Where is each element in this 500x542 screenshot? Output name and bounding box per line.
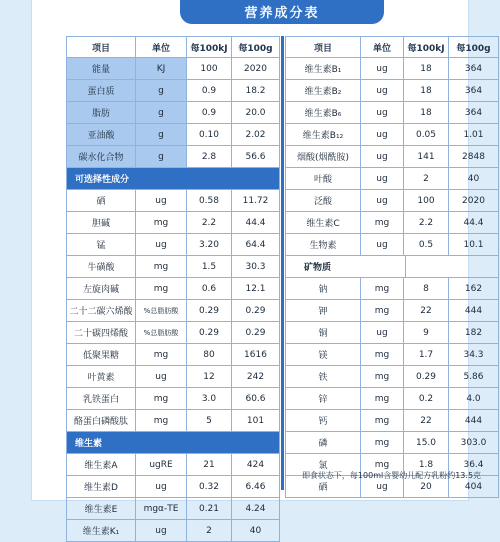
table-row: [286, 124, 499, 146]
table-row: [67, 498, 280, 520]
value-per-100kj: 1.7: [404, 344, 449, 366]
value-per-100kj: 0.32: [187, 476, 232, 498]
nutrient-unit: ug: [136, 234, 187, 256]
nutrient-name: 亚油酸: [67, 124, 136, 146]
value-per-100g: 1616: [232, 344, 280, 366]
nutrient-name: 二十二碳六烯酸: [67, 300, 136, 322]
nutrient-name: 磷: [286, 432, 361, 454]
value-per-100kj: 15.0: [404, 432, 449, 454]
nutrient-unit: mg: [361, 410, 404, 432]
nutrient-unit: %总脂肪酸: [136, 322, 187, 344]
nutrient-unit: KJ: [136, 58, 187, 80]
value-per-100g: 30.3: [232, 256, 280, 278]
table-row: [286, 212, 499, 234]
nutrient-name: 维生素B₂: [286, 80, 361, 102]
nutrient-unit: ug: [361, 146, 404, 168]
table-row: [67, 146, 280, 168]
nutrient-unit: mg: [361, 344, 404, 366]
value-per-100g: 44.4: [232, 212, 280, 234]
header-unit: 单位: [136, 37, 187, 58]
value-per-100g: 2020: [449, 190, 499, 212]
nutrient-name: 钠: [286, 278, 361, 300]
nutrient-name: 硒: [67, 190, 136, 212]
nutrient-unit: mg: [361, 454, 404, 476]
value-per-100kj: 2: [404, 168, 449, 190]
section-label: 矿物质: [286, 256, 406, 278]
nutrient-unit: mg: [361, 300, 404, 322]
table-row: [286, 234, 499, 256]
header-item: 项目: [67, 37, 136, 58]
nutrient-unit: g: [136, 124, 187, 146]
nutrition-card: [32, 0, 491, 537]
value-per-100g: 364: [449, 80, 499, 102]
nutrient-name: 胆碱: [67, 212, 136, 234]
value-per-100g: 444: [449, 410, 499, 432]
section-label: 维生素: [67, 432, 280, 454]
nutrient-unit: ug: [361, 322, 404, 344]
value-per-100kj: 141: [404, 146, 449, 168]
value-per-100g: 6.46: [232, 476, 280, 498]
table-row: [67, 80, 280, 102]
nutrient-name: 维生素C: [286, 212, 361, 234]
value-per-100kj: 0.05: [404, 124, 449, 146]
value-per-100g: 4.0: [449, 388, 499, 410]
nutrient-name: 牛磺酸: [67, 256, 136, 278]
value-per-100kj: 3.20: [187, 234, 232, 256]
table-row: [67, 388, 280, 410]
value-per-100kj: 2.2: [187, 212, 232, 234]
value-per-100g: 182: [449, 322, 499, 344]
value-per-100g: 2020: [232, 58, 280, 80]
value-per-100kj: 22: [404, 410, 449, 432]
nutrient-name: 能量: [67, 58, 136, 80]
value-per-100kj: 0.2: [404, 388, 449, 410]
nutrient-name: 维生素A: [67, 454, 136, 476]
nutrient-name: 铁: [286, 366, 361, 388]
nutrient-unit: ug: [136, 366, 187, 388]
nutrient-unit: ug: [136, 520, 187, 542]
table-row: [67, 454, 280, 476]
value-per-100kj: 18: [404, 80, 449, 102]
value-per-100g: 11.72: [232, 190, 280, 212]
section-header-optional: [67, 168, 280, 190]
value-per-100g: 40: [232, 520, 280, 542]
value-per-100kj: 18: [404, 102, 449, 124]
table-row: [67, 190, 280, 212]
value-per-100g: 64.4: [232, 234, 280, 256]
nutrient-unit: g: [136, 102, 187, 124]
table-row: [67, 322, 280, 344]
nutrient-name: 维生素K₁: [67, 520, 136, 542]
value-per-100g: 36.4: [449, 454, 499, 476]
nutrient-unit: mg: [361, 432, 404, 454]
header-unit: 单位: [361, 37, 404, 58]
left-nutrition-table: [66, 36, 280, 542]
value-per-100kj: 5: [187, 410, 232, 432]
value-per-100g: 12.1: [232, 278, 280, 300]
nutrient-name: 维生素D: [67, 476, 136, 498]
value-per-100kj: 2: [187, 520, 232, 542]
nutrient-name: 泛酸: [286, 190, 361, 212]
nutrient-name: 维生素E: [67, 498, 136, 520]
nutrient-unit: mg: [136, 212, 187, 234]
nutrient-name: 蛋白质: [67, 80, 136, 102]
header-per-100kj: 每100kJ: [187, 37, 232, 58]
value-per-100g: 5.86: [449, 366, 499, 388]
nutrient-unit: ug: [361, 168, 404, 190]
nutrient-name: 铜: [286, 322, 361, 344]
value-per-100g: 2.02: [232, 124, 280, 146]
nutrient-unit: mg: [136, 344, 187, 366]
nutrient-name: 叶酸: [286, 168, 361, 190]
nutrient-name: 锰: [67, 234, 136, 256]
value-per-100kj: 22: [404, 300, 449, 322]
nutrient-name: 烟酸(烟酰胺): [286, 146, 361, 168]
value-per-100g: 1.01: [449, 124, 499, 146]
nutrient-name: 维生素B₁: [286, 58, 361, 80]
table-header: [286, 37, 499, 58]
table-row: [286, 322, 499, 344]
nutrient-name: 乳铁蛋白: [67, 388, 136, 410]
column-divider: [281, 36, 284, 490]
value-per-100g: 0.29: [232, 300, 280, 322]
table-row: [286, 432, 499, 454]
header-per-100g: 每100g: [232, 37, 280, 58]
nutrient-unit: ug: [361, 102, 404, 124]
value-per-100kj: 0.10: [187, 124, 232, 146]
value-per-100g: 364: [449, 102, 499, 124]
value-per-100kj: 0.9: [187, 80, 232, 102]
value-per-100kj: 0.6: [187, 278, 232, 300]
nutrient-name: 硒: [286, 476, 361, 498]
value-per-100g: 60.6: [232, 388, 280, 410]
table-row: [67, 410, 280, 432]
value-per-100g: 242: [232, 366, 280, 388]
value-per-100kj: 0.29: [404, 366, 449, 388]
value-per-100kj: 0.29: [187, 300, 232, 322]
nutrient-unit: mg: [361, 388, 404, 410]
nutrient-name: 碳水化合物: [67, 146, 136, 168]
value-per-100kj: 2.8: [187, 146, 232, 168]
value-per-100kj: 100: [404, 190, 449, 212]
section-label: 可选择性成分: [67, 168, 280, 190]
nutrient-name: 叶黄素: [67, 366, 136, 388]
footnote: 即食状态下，每100ml含婴幼儿配方乳粉约13.5克: [301, 470, 482, 480]
value-per-100kj: 0.5: [404, 234, 449, 256]
table-row: [67, 102, 280, 124]
nutrient-unit: mg: [361, 212, 404, 234]
value-per-100g: 10.1: [449, 234, 499, 256]
nutrient-name: 左旋肉碱: [67, 278, 136, 300]
table-row: [286, 102, 499, 124]
table-row: [67, 344, 280, 366]
nutrient-name: 钾: [286, 300, 361, 322]
nutrient-unit: ug: [361, 58, 404, 80]
nutrient-unit: ug: [361, 476, 404, 498]
value-per-100kj: 1.5: [187, 256, 232, 278]
value-per-100g: 44.4: [449, 212, 499, 234]
nutrient-unit: g: [136, 146, 187, 168]
value-per-100g: 0.29: [232, 322, 280, 344]
value-per-100g: 364: [449, 58, 499, 80]
table-row: [67, 520, 280, 542]
value-per-100kj: 18: [404, 58, 449, 80]
value-per-100kj: 3.0: [187, 388, 232, 410]
section-spacer: [406, 256, 499, 278]
value-per-100g: 40: [449, 168, 499, 190]
value-per-100kj: 12: [187, 366, 232, 388]
table-row: [286, 344, 499, 366]
nutrient-unit: ug: [136, 190, 187, 212]
value-per-100kj: 0.58: [187, 190, 232, 212]
table-row: [286, 388, 499, 410]
table-row: [67, 234, 280, 256]
value-per-100g: 404: [449, 476, 499, 498]
nutrient-unit: mg: [136, 256, 187, 278]
value-per-100kj: 9: [404, 322, 449, 344]
table-row: [286, 190, 499, 212]
table-row: [286, 410, 499, 432]
value-per-100kj: 100: [187, 58, 232, 80]
table-row: [286, 366, 499, 388]
nutrient-name: 氯: [286, 454, 361, 476]
header-per-100g: 每100g: [449, 37, 499, 58]
nutrient-name: 生物素: [286, 234, 361, 256]
nutrient-unit: mg: [136, 278, 187, 300]
table-row: [286, 168, 499, 190]
value-per-100kj: 20: [404, 476, 449, 498]
section-header-minerals: [286, 256, 499, 278]
nutrient-name: 脂肪: [67, 102, 136, 124]
value-per-100g: 18.2: [232, 80, 280, 102]
table-row: [67, 476, 280, 498]
nutrient-name: 维生素B₆: [286, 102, 361, 124]
value-per-100g: 444: [449, 300, 499, 322]
header-per-100kj: 每100kJ: [404, 37, 449, 58]
value-per-100g: 424: [232, 454, 280, 476]
nutrient-unit: ug: [361, 124, 404, 146]
value-per-100g: 101: [232, 410, 280, 432]
table-row: [286, 278, 499, 300]
value-per-100kj: 8: [404, 278, 449, 300]
nutrient-unit: mgα-TE: [136, 498, 187, 520]
table-row: [286, 80, 499, 102]
table-row: [286, 300, 499, 322]
value-per-100kj: 2.2: [404, 212, 449, 234]
value-per-100kj: 0.21: [187, 498, 232, 520]
table-row: [67, 124, 280, 146]
nutrient-name: 二十碳四烯酸: [67, 322, 136, 344]
nutrient-unit: g: [136, 80, 187, 102]
table-row: [67, 212, 280, 234]
table-row: [67, 256, 280, 278]
value-per-100g: 2848: [449, 146, 499, 168]
table-row: [67, 278, 280, 300]
nutrient-unit: mg: [361, 278, 404, 300]
nutrient-name: 低聚果糖: [67, 344, 136, 366]
page-title: 营养成分表: [180, 0, 384, 24]
right-nutrition-table: [285, 36, 499, 498]
nutrient-unit: ug: [136, 476, 187, 498]
nutrient-unit: ug: [361, 80, 404, 102]
nutrient-unit: %总脂肪酸: [136, 300, 187, 322]
nutrient-unit: mg: [136, 388, 187, 410]
value-per-100kj: 1.8: [404, 454, 449, 476]
header-item: 项目: [286, 37, 361, 58]
value-per-100kj: 21: [187, 454, 232, 476]
value-per-100kj: 80: [187, 344, 232, 366]
table-row: [67, 300, 280, 322]
nutrient-unit: ug: [361, 190, 404, 212]
value-per-100g: 56.6: [232, 146, 280, 168]
nutrient-unit: ug: [361, 234, 404, 256]
value-per-100g: 20.0: [232, 102, 280, 124]
nutrient-name: 钙: [286, 410, 361, 432]
table-row: [67, 58, 280, 80]
nutrient-unit: mg: [361, 366, 404, 388]
nutrient-name: 镁: [286, 344, 361, 366]
nutrient-name: 酪蛋白磷酸肽: [67, 410, 136, 432]
value-per-100g: 4.24: [232, 498, 280, 520]
table-row: [286, 146, 499, 168]
section-header-vitamins: [67, 432, 280, 454]
nutrient-name: 维生素B₁₂: [286, 124, 361, 146]
table-row: [67, 366, 280, 388]
nutrient-unit: mg: [136, 410, 187, 432]
table-row: [286, 58, 499, 80]
value-per-100g: 34.3: [449, 344, 499, 366]
value-per-100g: 303.0: [449, 432, 499, 454]
value-per-100g: 162: [449, 278, 499, 300]
table-header: [67, 37, 280, 58]
nutrient-name: 锌: [286, 388, 361, 410]
value-per-100kj: 0.29: [187, 322, 232, 344]
nutrient-unit: ugRE: [136, 454, 187, 476]
value-per-100kj: 0.9: [187, 102, 232, 124]
